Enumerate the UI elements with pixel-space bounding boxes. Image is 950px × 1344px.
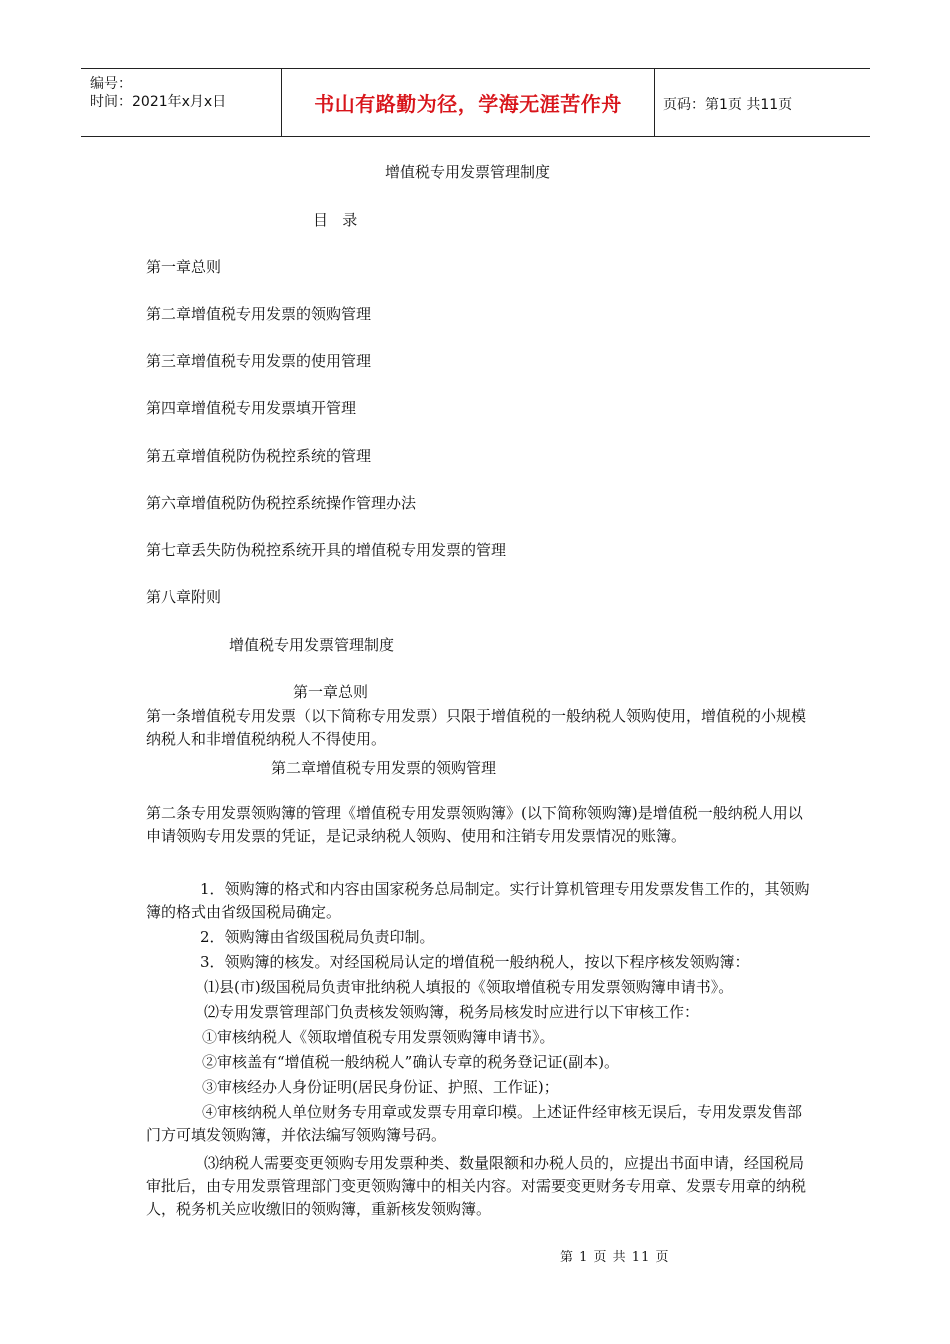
header-table xyxy=(81,68,870,137)
page-footer: 第 1 页 共 11 页 xyxy=(560,1250,670,1265)
item-paragraph: 1．领购簿的格式和内容由国家税务总局制定。实行计算机管理专用发票发售工作的，其领购簿的格式由省级国税局确定。 xyxy=(146,880,810,921)
review-item: ②审核盖有“增值税一般纳税人”确认专章的税务登记证(副本)。 xyxy=(202,1053,620,1071)
toc-item: 第五章增值税防伪税控系统的管理 xyxy=(146,447,372,465)
toc-title: 目 录 xyxy=(313,211,358,229)
chapter-heading: 第一章总则 xyxy=(293,683,369,701)
header-meta-cell xyxy=(81,69,281,136)
article-paragraph: 第一条增值税专用发票（以下简称专用发票）只限于增值税的一般纳税人领购使用，增值税的小规模纳税人和非增值税纳税人不得使用。 xyxy=(146,707,807,748)
review-item: ③审核经办人身份证明(居民身份证、护照、工作证)； xyxy=(202,1078,559,1096)
toc-item: 第一章总则 xyxy=(146,258,222,276)
header-divider xyxy=(654,69,655,136)
header-motto: 书山有路勤为径，学海无涯苦作舟 xyxy=(314,92,622,116)
sub-item-paragraph: ⑴县(市)级国税局负责审批纳税人填报的《领取增值税专用发票领购簿申请书》。 xyxy=(204,978,734,996)
document-title: 增值税专用发票管理制度 xyxy=(385,163,551,181)
header-page-info: 页码：第1页 共11页 xyxy=(663,97,793,113)
item-paragraph: 3．领购簿的核发。对经国税局认定的增值税一般纳税人，按以下程序核发领购簿： xyxy=(200,953,750,971)
toc-item: 第八章附则 xyxy=(146,588,222,606)
sub-item-paragraph: ⑵专用发票管理部门负责核发领购簿，税务局核发时应进行以下审核工作： xyxy=(204,1003,700,1021)
article-paragraph: 第二条专用发票领购簿的管理《增值税专用发票领购簿》(以下简称领购簿)是增值税一般纳税人用以申请领购专用发票的凭证，是记录纳税人领购、使用和注销专用发票情况的账簿。 xyxy=(146,804,803,845)
item-paragraph: 2．领购簿由省级国税局负责印制。 xyxy=(200,928,435,946)
document-time-label: 时间：2021年x月x日 xyxy=(90,94,227,110)
document-number-label: 编号： xyxy=(90,76,132,92)
toc-item: 第七章丢失防伪税控系统开具的增值税专用发票的管理 xyxy=(146,541,507,559)
toc-item: 第四章增值税专用发票填开管理 xyxy=(146,399,357,417)
review-item: ①审核纳税人《领取增值税专用发票领购簿申请书》。 xyxy=(202,1028,555,1046)
chapter-heading: 第二章增值税专用发票的领购管理 xyxy=(271,759,497,777)
toc-item: 第二章增值税专用发票的领购管理 xyxy=(146,305,372,323)
sub-item-paragraph: ⑶纳税人需要变更领购专用发票种类、数量限额和办税人员的，应提出书面申请，经国税局审批后，由专用发票管理部门变更领购簿中的相关内容。对需要变更财务专用章、发票专用章的纳税人，税务机关应收缴旧的领购簿，重新核发领购簿。 xyxy=(146,1154,807,1218)
toc-item: 第三章增值税专用发票的使用管理 xyxy=(146,352,372,370)
body-title: 增值税专用发票管理制度 xyxy=(229,636,395,654)
review-item: ④审核纳税人单位财务专用章或发票专用章印模。上述证件经审核无误后，专用发票发售部门方可填发领购簿，并依法编写领购簿号码。 xyxy=(146,1103,803,1144)
toc-item: 第六章增值税防伪税控系统操作管理办法 xyxy=(146,494,417,512)
